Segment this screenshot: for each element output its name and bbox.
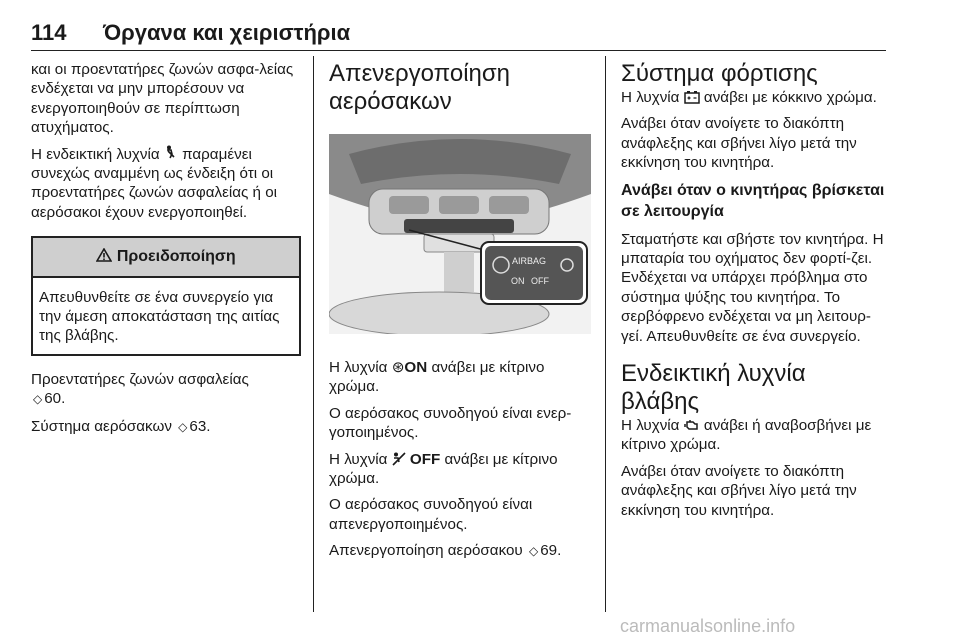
section-heading: Απενεργοποίηση αερόσακων: [329, 60, 511, 115]
on-label: ON: [511, 276, 525, 286]
cross-reference[interactable]: Προεντατήρες ζωνών ασφαλείας ◇ 60.: [31, 370, 301, 410]
off-label: OFF: [531, 276, 549, 286]
paragraph: Η λυχνία ανάβει με κόκκινο χρώμα.: [621, 89, 877, 106]
warning-box: [31, 236, 301, 356]
airbag-off-icon: [392, 451, 410, 468]
reference-arrow-icon: ◇: [178, 419, 188, 434]
paragraph: και οι προεντατήρες ζωνών ασφα-λείας ενδέχεται να μην μπορέσουν να ενεργοποιηθούν σε περίπτωση ατυχήματος.: [31, 61, 294, 137]
paragraph: Ανάβει όταν ανοίγετε το διακόπτη ανάφλεξης και σβήνει λίγο μετά την εκκίνηση του κινητήρα.: [621, 115, 857, 172]
column-1: [31, 60, 301, 444]
paragraph: Ο αερόσακος συνοδηγού είναι απενεργοποιημένος.: [329, 496, 533, 533]
seatbelt-pretensioner-icon: [164, 146, 182, 163]
engine-malfunction-icon: [684, 417, 704, 434]
paragraph: Ο αερόσακος συνοδηγού είναι ενερ-γοποιημένος.: [329, 404, 572, 442]
paragraph: Η ενδεικτική λυχνία παραμένει συνεχώς αναμμένη ως ένδειξη ότι οι προεντατήρες ζωνών ασφαλείας ή οι αερόσακοι έχουν ενεργοποιηθεί.: [31, 145, 278, 221]
battery-icon: [684, 89, 704, 106]
page-number: 114: [31, 20, 67, 45]
column-divider-1: [313, 56, 314, 612]
reference-arrow-icon: ◇: [528, 544, 539, 559]
header-divider: [31, 50, 886, 51]
warning-text: Απευθυνθείτε σε ένα συνεργείο για την άμεση αποκατάσταση της αιτίας της βλάβης.: [39, 288, 280, 345]
watermark: carmanualsonline.info: [620, 616, 796, 636]
paragraph: Ανάβει όταν ανοίγετε το διακόπτη ανάφλεξης και σβήνει λίγο μετά την εκκίνηση του κινητήρα.: [621, 462, 857, 519]
warning-title: Προειδοποίηση: [116, 248, 236, 266]
cross-reference[interactable]: Σύστημα αερόσακων ◇ 63.: [31, 417, 301, 437]
paragraph: Η λυχνία OFF ανάβει με κίτρινο χρώμα.: [329, 450, 558, 488]
warning-header: [33, 238, 299, 277]
paragraph: Η λυχνία ανάβει ή αναβοσβήνει με κίτρινο χρώμα.: [621, 417, 872, 454]
cross-reference[interactable]: Απενεργοποίηση αερόσακου ◇ 69.: [329, 541, 591, 561]
subheading: Ανάβει όταν ο κινητήρας βρίσκεται σε λειτουργία: [621, 181, 885, 220]
section-heading: Ενδεικτική λυχνία βλάβης: [621, 360, 806, 416]
page-header: [31, 20, 881, 54]
airbag-on-icon: ⊛: [391, 359, 405, 376]
column-2: [329, 60, 591, 569]
overhead-console-photo: [329, 134, 591, 334]
airbag-label: AIRBAG: [512, 256, 547, 266]
warning-triangle-icon: [96, 248, 116, 265]
page-title: Όργανα και χειριστήρια: [103, 20, 351, 45]
paragraph: Η λυχνία ⊛ON ανάβει με κίτρινο χρώμα.: [329, 359, 545, 396]
reference-arrow-icon: ◇: [33, 392, 43, 407]
paragraph: Σταματήστε και σβήστε τον κινητήρα. Η μπαταρία του οχήματος δεν φορτί-ζει. Ενδέχεται να υπάρχει πρόβλημα στο σύστημα ψύξης του κινητήρα. Το σερβόφρενο ενδέχεται να μη λειτουρ-γεί. Απευθυνθείτε σε ένα συνεργείο.: [621, 230, 884, 345]
section-heading: Σύστημα φόρτισης: [621, 60, 818, 87]
column-divider-2: [605, 56, 606, 612]
column-3: [621, 60, 889, 527]
